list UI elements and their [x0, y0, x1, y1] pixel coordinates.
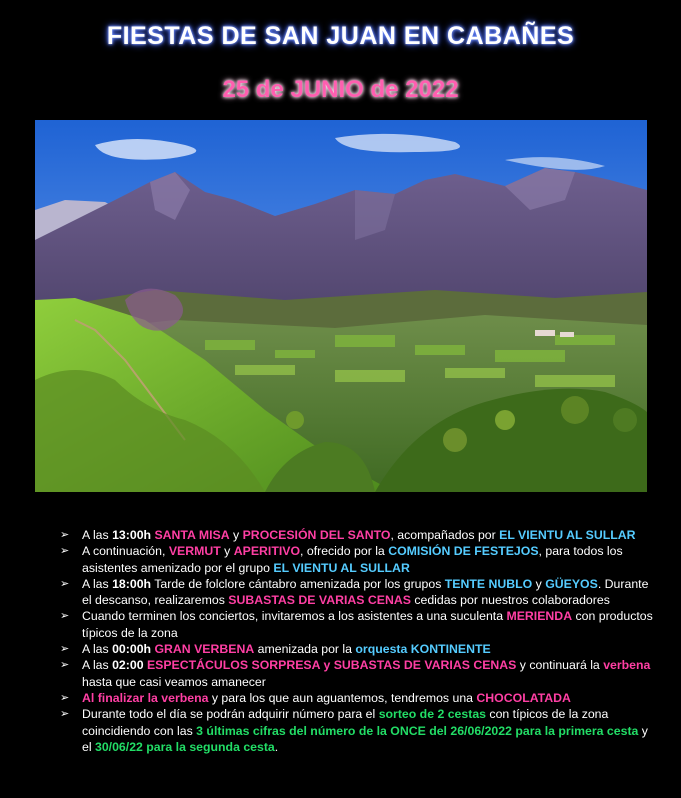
program-item-text: 13:00h — [112, 528, 152, 542]
program-item — [60, 527, 660, 543]
program-item-text: con productos típicos de la zona — [82, 609, 653, 640]
arrow-bullet-icon: ➢ — [60, 529, 70, 541]
program-item-text: y — [220, 544, 234, 559]
program-item-text: cedidas por nuestros colaboradores — [410, 593, 610, 608]
program-item-text: , ofrecido por la — [300, 544, 389, 559]
program-item-text: 3 últimas cifras del número de la ONCE del 26/06/2022 para la primera cesta — [196, 723, 639, 738]
program-item-text: 00:00h — [112, 642, 152, 657]
program-item-text: y el — [82, 723, 648, 754]
program-item-text: VERMUT — [168, 544, 221, 559]
program-item-text: 30/06/22 para la segunda cesta — [95, 739, 275, 754]
program-item-text: sorteo de 2 cestas — [378, 707, 486, 722]
program-item — [60, 657, 660, 690]
program-item-text: SUBASTAS DE VARIAS CENAS — [228, 593, 411, 608]
program-item-text: COMISIÓN DE FESTEJOS — [388, 544, 539, 559]
program-item-text: Durante todo el día se podrán adquirir número para el — [82, 707, 379, 722]
program-item-text: Al finalizar la verbena — [82, 690, 209, 705]
program-item-text: y — [532, 576, 546, 591]
program-item-text: ESPECTÁCULOS SORPRESA y SUBASTAS DE VARIAS CENAS — [146, 658, 517, 673]
program-item-text: EL VIENTU AL SULLAR — [273, 560, 410, 575]
program-item-text: A las — [82, 528, 113, 542]
program-item-text: A las — [82, 658, 113, 673]
arrow-bullet-icon: ➢ — [60, 545, 70, 558]
program-item — [60, 576, 660, 609]
valley-landscape-photo — [35, 120, 647, 492]
program-item-text: orquesta KONTINENTE — [355, 642, 491, 657]
program-item-text: CHOCOLATADA — [476, 690, 571, 705]
program-item-text: Cuando terminen los conciertos, invitaremos a los asistentes a una suculenta — [82, 609, 507, 624]
arrow-bullet-icon: ➢ — [60, 577, 70, 590]
program-item-text: 18:00h — [112, 576, 152, 591]
program-item-text: 02:00 — [112, 658, 144, 673]
program-item-text: con típicos de la zona coincidiendo con las — [82, 707, 609, 738]
page-title: FIESTAS DE SAN JUAN EN CABAÑES — [106, 22, 575, 50]
program-item-text: y — [229, 528, 243, 542]
program-item-text: SANTA MISA — [154, 528, 230, 542]
program-item-text: verbena — [603, 658, 651, 673]
arrow-bullet-icon: ➢ — [60, 643, 70, 656]
program-item-text: . — [274, 739, 279, 754]
program-item-text: . Durante el descanso, realizaremos — [82, 576, 649, 608]
program-item-text: , acompañados por — [390, 528, 500, 542]
arrow-bullet-icon: ➢ — [60, 691, 70, 704]
program-item-text: EL VIENTU AL SULLAR — [499, 528, 636, 542]
program-item — [60, 641, 660, 657]
program-item — [60, 690, 660, 706]
program-item-text: A continuación, — [82, 544, 169, 559]
program-item — [60, 608, 660, 641]
arrow-bullet-icon: ➢ — [60, 610, 70, 623]
program-item-text: hasta que casi veamos amanecer — [82, 674, 266, 689]
program-item — [60, 543, 660, 576]
program-item-text: amenizada por la — [254, 642, 356, 657]
program-item-text: Tarde de folclore cántabro amenizada por los grupos — [151, 576, 445, 591]
program-item-text: , para todos los asistentes amenizado por el grupo — [82, 544, 623, 575]
program-item-text: TENTE NUBLO — [444, 576, 533, 591]
program-item-text: GRAN VERBENA — [154, 642, 255, 657]
program-item-text: PROCESIÓN DEL SANTO — [242, 528, 391, 542]
arrow-bullet-icon: ➢ — [60, 708, 70, 721]
program-item-text: y continuará la — [516, 658, 604, 673]
program-item-text: GÜEYOS — [545, 576, 598, 591]
program-item-text: APERITIVO — [233, 544, 301, 559]
program-list — [60, 527, 660, 755]
event-date: 25 de JUNIO de 2022 — [222, 76, 459, 103]
program-item-text: A las — [82, 576, 113, 591]
program-item — [60, 706, 660, 755]
arrow-bullet-icon: ➢ — [60, 659, 70, 672]
program-item-text: y para los que aun aguantemos, tendremos una — [208, 690, 477, 705]
program-item-text: A las — [82, 642, 113, 657]
program-item-text: MERIENDA — [506, 609, 573, 624]
